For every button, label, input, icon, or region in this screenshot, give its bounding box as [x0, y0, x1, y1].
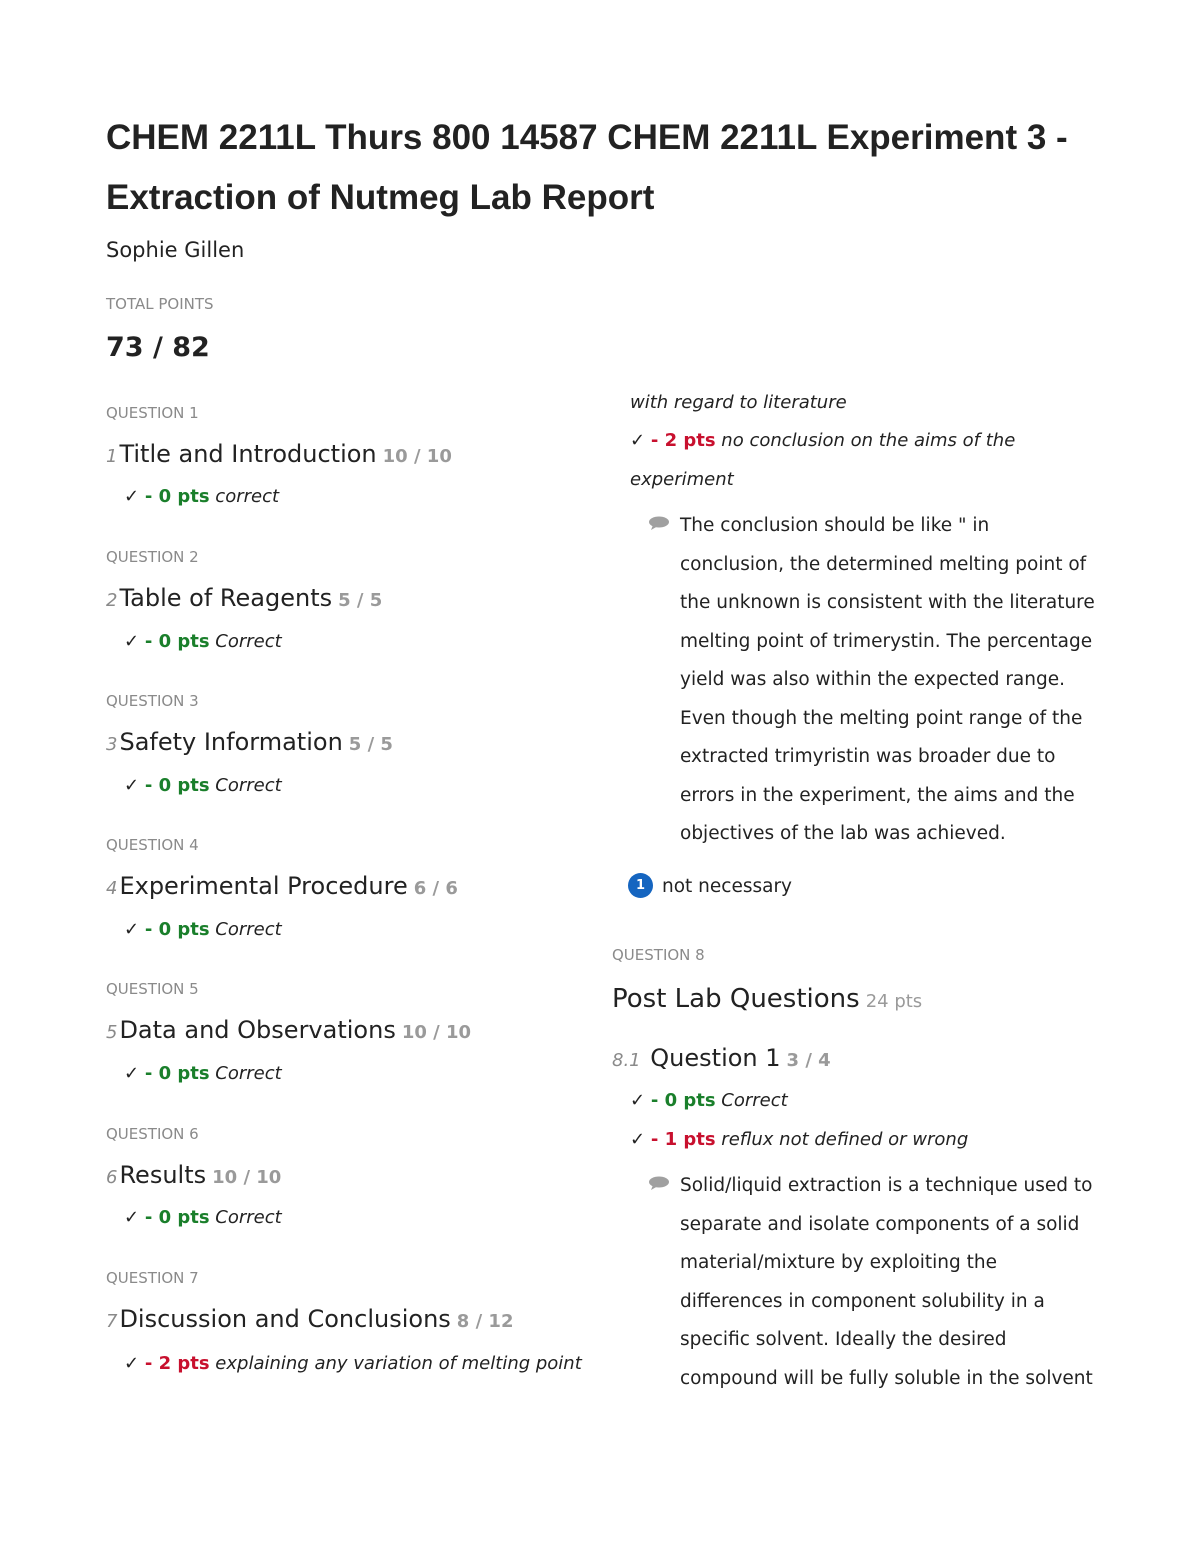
question-label: QUESTION 2 [106, 548, 199, 566]
check-icon: ✓ [630, 1090, 646, 1111]
check-icon: ✓ [124, 1207, 140, 1228]
question-title: 1Title and Introduction 10 / 10 [106, 440, 452, 468]
subquestion-title: 8.1 Question 1 3 / 4 [612, 1044, 831, 1072]
rubric-item: ✓ - 1 pts reflux not defined or wrong [630, 1129, 969, 1150]
rubric-item: ✓ - 0 pts correct [124, 486, 280, 507]
rubric-item: ✓ - 0 pts Correct [630, 1090, 788, 1111]
check-icon: ✓ [124, 486, 140, 507]
comment-bubble-icon [648, 1176, 670, 1190]
report-title: CHEM 2211L Thurs 800 14587 CHEM 2211L Experiment 3 - Extraction of Nutmeg Lab Report [106, 118, 1068, 217]
question-label: QUESTION 3 [106, 692, 199, 710]
question-label: QUESTION 8 [612, 946, 705, 964]
question-title: 6Results 10 / 10 [106, 1161, 282, 1189]
question-title: Post Lab Questions 24 pts [612, 984, 923, 1014]
numbered-badge-icon: 1 [628, 873, 653, 898]
question-label: QUESTION 7 [106, 1269, 199, 1287]
rubric-item: ✓ - 0 pts Correct [124, 1207, 282, 1228]
question-label: QUESTION 4 [106, 836, 199, 854]
student-name: Sophie Gillen [106, 238, 245, 262]
rubric-item: ✓ - 2 pts explaining any variation of melting point [124, 1353, 582, 1374]
rubric-item-continued: with regard to literature [630, 392, 847, 413]
check-icon: ✓ [124, 631, 140, 652]
rubric-item: ✓ - 0 pts Correct [124, 631, 282, 652]
question-title: 3Safety Information 5 / 5 [106, 728, 393, 756]
check-icon: ✓ [124, 775, 140, 796]
grader-comment: Solid/liquid extraction is a technique used to separate and isolate components of a solid material/mixture by exploiting the differences in component solubility in a specific solvent. Ideally the desired compound will be fully soluble in the solvent [680, 1175, 1093, 1389]
question-title: 5Data and Observations 10 / 10 [106, 1016, 472, 1044]
rubric-item: ✓ - 0 pts Correct [124, 775, 282, 796]
comment-bubble-icon [648, 516, 670, 530]
rubric-item: ✓ - 2 pts no conclusion on the aims of the [630, 430, 1016, 451]
question-label: QUESTION 1 [106, 404, 199, 422]
grader-comment: The conclusion should be like " in conclusion, the determined melting point of the unknown is consistent with the literature melting point of trimerystin. The percentage yield was also within the expected range. Even though the melting point range of the extracted trimyristin was broader due to errors in the experiment, the aims and the objectives of the lab was achieved. [680, 515, 1095, 844]
check-icon: ✓ [124, 1353, 140, 1374]
annotation-note: not necessary [662, 876, 793, 897]
question-title: 2Table of Reagents 5 / 5 [106, 584, 383, 612]
rubric-item: ✓ - 0 pts Correct [124, 1063, 282, 1084]
check-icon: ✓ [630, 1129, 646, 1150]
question-title: 4Experimental Procedure 6 / 6 [106, 872, 458, 900]
question-label: QUESTION 5 [106, 980, 199, 998]
question-title: 7Discussion and Conclusions 8 / 12 [106, 1305, 514, 1333]
check-icon: ✓ [630, 430, 646, 451]
rubric-item: ✓ - 0 pts Correct [124, 919, 282, 940]
total-points-label: TOTAL POINTS [106, 295, 214, 313]
check-icon: ✓ [124, 919, 140, 940]
total-points-value: 73 / 82 [106, 332, 210, 363]
check-icon: ✓ [124, 1063, 140, 1084]
question-label: QUESTION 6 [106, 1125, 199, 1143]
rubric-item-continued: experiment [630, 469, 734, 490]
